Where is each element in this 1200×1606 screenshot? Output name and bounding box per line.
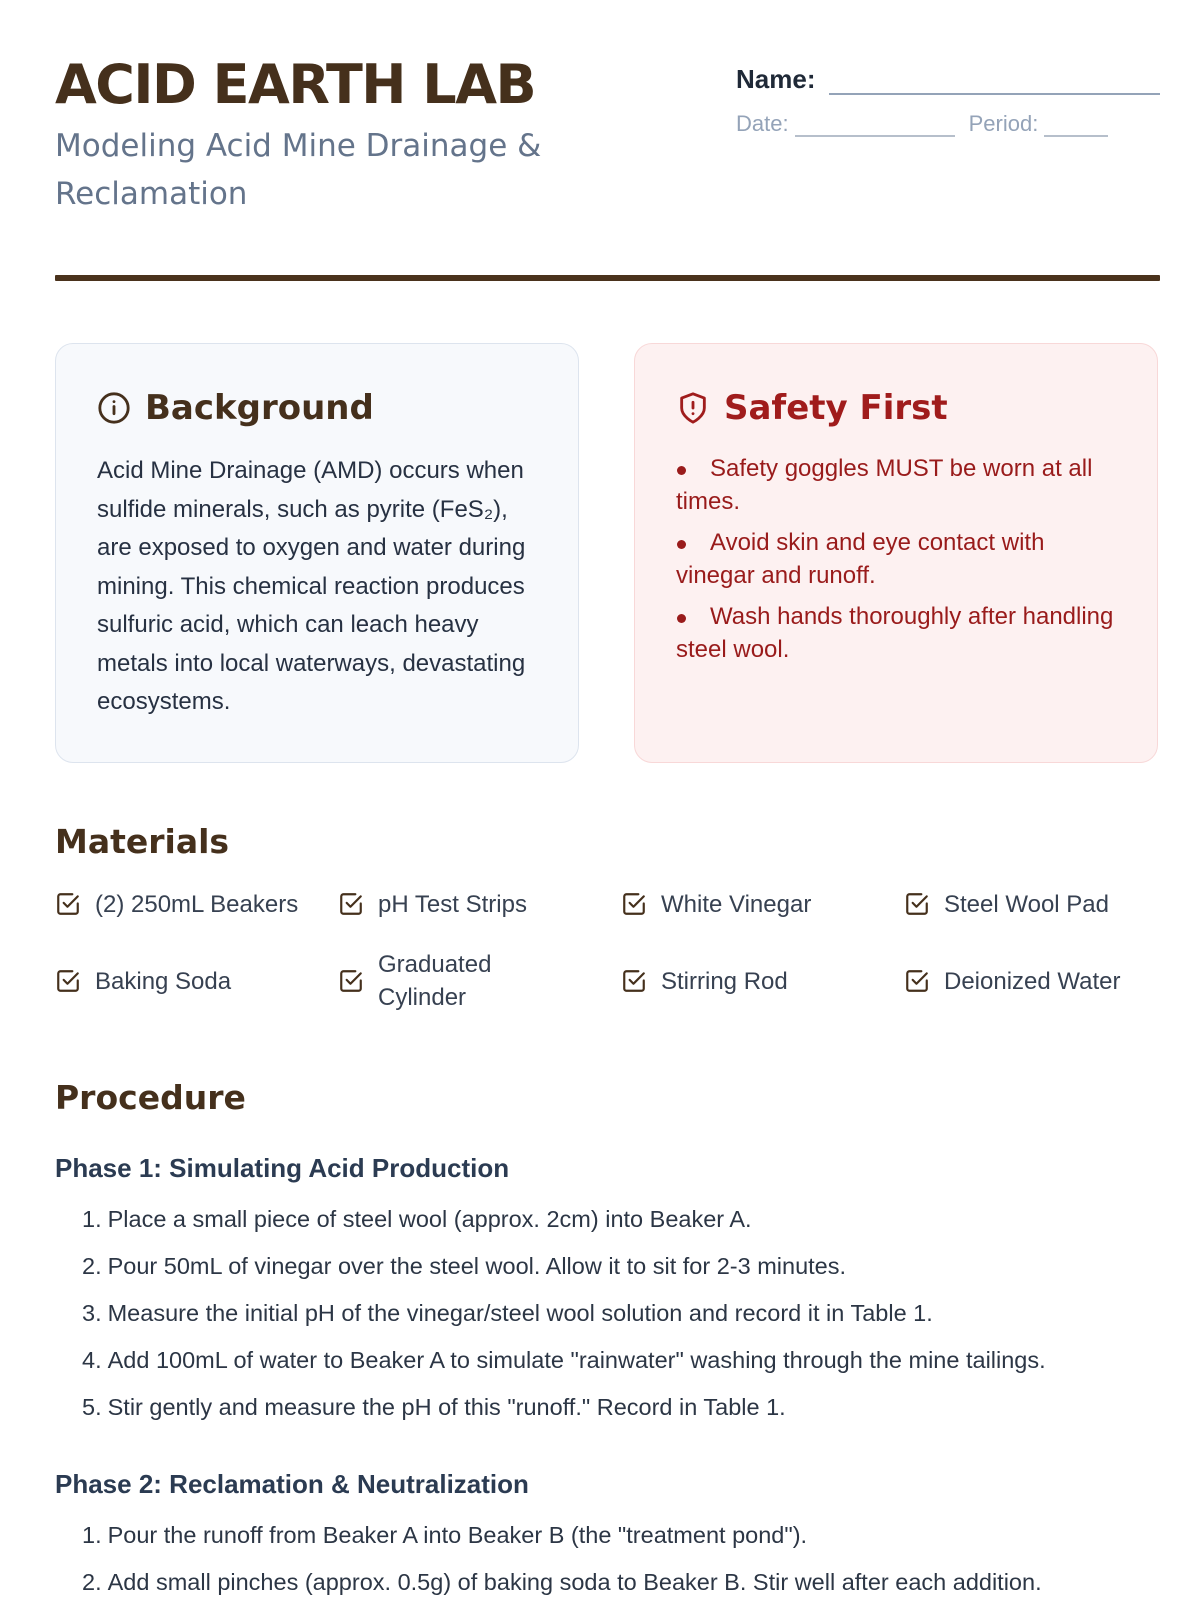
step-number: 2. [82, 1569, 102, 1595]
step-number: 5. [82, 1394, 102, 1420]
step-text: Stir gently and measure the pH of this "runoff." Record in Table 1. [107, 1394, 786, 1420]
period-field[interactable] [1044, 113, 1108, 137]
step-text: Place a small piece of steel wool (approx. 2cm) into Beaker A. [107, 1206, 752, 1232]
background-text: Acid Mine Drainage (AMD) occurs when sulfide minerals, such as pyrite (FeS₂), are exposed to oxygen and water during mining. This chemical reaction produces sulfuric acid, which can leach heavy metals into local waterways, devastating ecosystems. [97, 457, 526, 715]
procedure-step [82, 1384, 1160, 1431]
material-item[interactable] [904, 938, 1160, 1024]
material-label: Graduated Cylinder [378, 951, 492, 1011]
procedure-step [82, 1196, 1160, 1243]
materials-heading: Materials [55, 822, 230, 861]
material-item[interactable] [904, 870, 1160, 938]
checkbox-checked-icon[interactable] [338, 968, 364, 994]
material-label: (2) 250mL Beakers [95, 890, 299, 918]
step-number: 2. [82, 1253, 102, 1279]
background-heading [97, 388, 538, 428]
phase-1-steps [55, 1196, 1160, 1431]
material-item[interactable] [55, 938, 338, 1024]
period-label: Period: [968, 111, 1039, 136]
checkbox-checked-icon[interactable] [621, 891, 647, 917]
material-label: pH Test Strips [378, 890, 527, 918]
background-card [55, 343, 579, 763]
student-info [736, 55, 1160, 137]
page-subtitle: Modeling Acid Mine Drainage & Reclamation [55, 128, 542, 212]
info-icon [97, 391, 131, 425]
checkbox-checked-icon[interactable] [338, 891, 364, 917]
procedure-step [82, 1290, 1160, 1337]
material-label: White Vinegar [661, 890, 812, 918]
safety-item: Avoid skin and eye contact with vinegar and runoff. [676, 526, 1117, 592]
step-text: Add small pinches (approx. 0.5g) of baking soda to Beaker B. Stir well after each addition. [107, 1569, 1042, 1595]
shield-alert-icon [676, 391, 710, 425]
materials-list [55, 870, 1160, 1024]
step-text: Add 100mL of water to Beaker A to simulate "rainwater" washing through the mine tailings. [107, 1347, 1046, 1373]
step-text: Pour 50mL of vinegar over the steel wool. Allow it to sit for 2-3 minutes. [107, 1253, 847, 1279]
info-cards [55, 343, 1160, 763]
background-heading-text: Background [145, 388, 374, 428]
step-number: 1. [82, 1522, 102, 1548]
step-text: Measure the initial pH of the vinegar/steel wool solution and record it in Table 1. [107, 1300, 933, 1326]
checkbox-checked-icon[interactable] [904, 891, 930, 917]
material-label: Steel Wool Pad [944, 890, 1109, 918]
procedure-step [82, 1559, 1160, 1606]
step-text: Pour the runoff from Beaker A into Beaker B (the "treatment pond"). [107, 1522, 808, 1548]
checkbox-checked-icon[interactable] [621, 968, 647, 994]
worksheet-page [55, 0, 1160, 1600]
header-divider [55, 275, 1160, 281]
safety-list [676, 452, 1117, 666]
material-item[interactable] [338, 938, 621, 1024]
procedure-step [82, 1337, 1160, 1384]
phase-1-title: Phase 1: Simulating Acid Production [55, 1153, 510, 1183]
step-number: 4. [82, 1347, 102, 1373]
material-item[interactable] [338, 870, 621, 938]
step-number: 3. [82, 1300, 102, 1326]
step-number: 1. [82, 1206, 102, 1232]
procedure-step [82, 1243, 1160, 1290]
name-label: Name: [736, 64, 816, 94]
date-field[interactable] [795, 113, 955, 137]
page-title: ACID EARTH LAB [55, 53, 536, 116]
safety-item: Safety goggles MUST be worn at all times. [676, 452, 1117, 518]
safety-heading [676, 388, 1117, 428]
phase-2-title: Phase 2: Reclamation & Neutralization [55, 1469, 529, 1499]
material-label: Baking Soda [95, 967, 232, 995]
phase-2-steps [55, 1512, 1160, 1606]
name-field[interactable] [829, 59, 1160, 95]
material-label: Deionized Water [944, 967, 1121, 995]
date-period-row [736, 107, 1160, 137]
material-label: Stirring Rod [661, 967, 788, 995]
date-label: Date: [736, 111, 789, 136]
safety-card [634, 343, 1158, 763]
checkbox-checked-icon[interactable] [55, 891, 81, 917]
checkbox-checked-icon[interactable] [55, 968, 81, 994]
material-item[interactable] [55, 870, 338, 938]
safety-heading-text: Safety First [724, 388, 948, 428]
worksheet-header [55, 0, 1160, 290]
procedure-step [82, 1512, 1160, 1559]
name-row [736, 55, 1160, 95]
safety-item: Wash hands thoroughly after handling steel wool. [676, 600, 1117, 666]
procedure-heading: Procedure [55, 1078, 246, 1117]
material-item[interactable] [621, 870, 904, 938]
material-item[interactable] [621, 938, 904, 1024]
checkbox-checked-icon[interactable] [904, 968, 930, 994]
